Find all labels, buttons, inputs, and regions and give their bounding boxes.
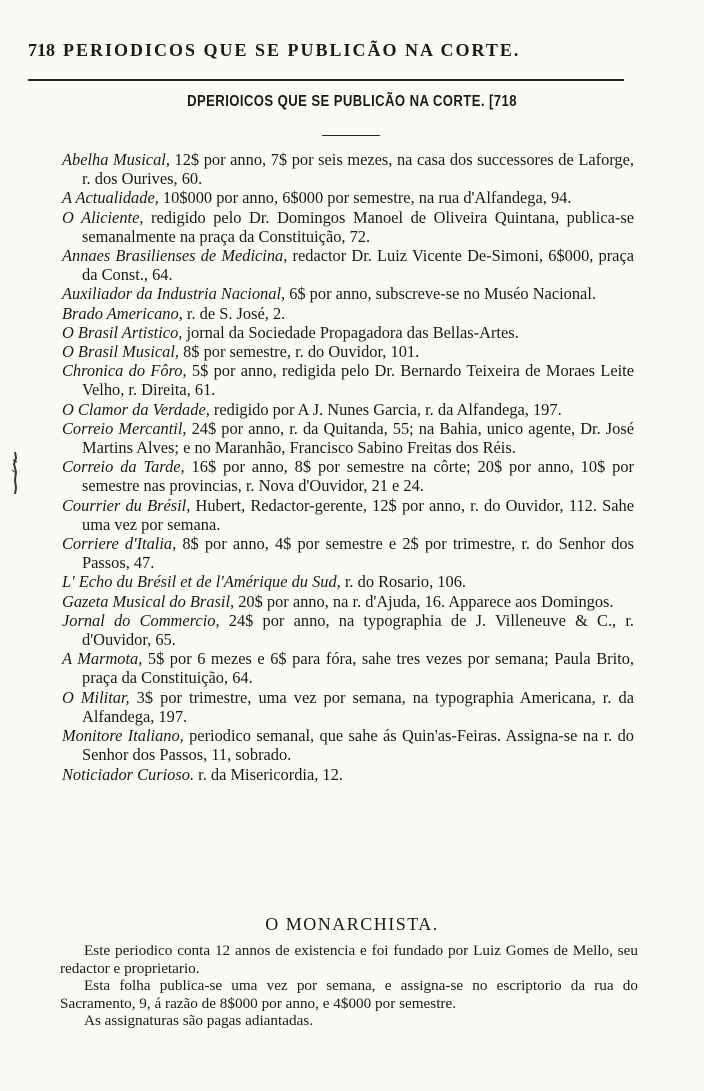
- periodical-title: O Brasil Musical,: [62, 342, 180, 362]
- periodical-entry: [62, 246, 634, 284]
- running-title: PERIODICOS QUE SE PUBLICÃO NA CORTE.: [63, 40, 521, 60]
- periodical-entry: [62, 188, 634, 207]
- periodical-details: 20$ por anno, na r. d'Ajuda, 16. Apparece aos Domingos.: [234, 591, 614, 611]
- short-divider: [322, 135, 380, 136]
- periodical-details: 8$ por semestre, r. do Ouvidor, 101.: [179, 342, 420, 362]
- periodical-details: 16$ por anno, 8$ por semestre na côrte; 20$ por anno, 10$ por semestre nas provincias, r. Nova d'Ouvidor, 21 e 24.: [82, 457, 635, 496]
- margin-ink-mark: [10, 452, 20, 494]
- periodical-entry: [62, 534, 634, 572]
- periodical-details: redigido pelo Dr. Domingos Manoel de Oliveira Quintana, publica-se semanalmente na praça da Constituição, 72.: [82, 207, 634, 246]
- periodical-title: A Marmota,: [62, 649, 143, 669]
- periodical-title: O Brasil Artistico,: [62, 322, 183, 342]
- periodical-entry: [62, 726, 634, 764]
- periodical-entry: [62, 304, 634, 323]
- periodical-entry: [62, 496, 634, 534]
- periodical-details: Hubert, Redactor-gerente, 12$ por anno, r. do Ouvidor, 112. Sahe uma vez por semana.: [82, 495, 634, 534]
- header-rule: [28, 79, 624, 81]
- page-number: 718: [28, 40, 55, 60]
- periodical-title: Abelha Musical,: [62, 150, 170, 169]
- periodical-entry: [62, 457, 634, 495]
- periodical-entry: [62, 688, 634, 726]
- periodical-entry: [62, 572, 634, 591]
- periodical-details: 24$ por anno, na typographia de J. Villeneuve & C., r. d'Ouvidor, 65.: [82, 610, 635, 650]
- periodical-details: redigido por A J. Nunes Garcia, r. da Alfandega, 197.: [209, 399, 562, 419]
- periodical-title: Annaes Brasilienses de Medicina,: [62, 246, 288, 266]
- periodical-entry: [62, 611, 634, 649]
- periodical-entry: [62, 765, 634, 784]
- periodical-title: Chronica do Fôro,: [62, 361, 187, 381]
- periodical-entry: [62, 208, 634, 246]
- periodical-details: r. da Misericordia, 12.: [194, 764, 343, 784]
- periodical-title: Monitore Italiano,: [62, 726, 184, 746]
- periodical-details: 6$ por anno, subscreve-se no Muséo Nacional.: [285, 284, 596, 304]
- running-head: [28, 40, 628, 61]
- periodical-title: Brado Americano,: [62, 303, 183, 323]
- periodical-details: 24$ por anno, r. da Quitanda, 55; na Bahia, unico agente, Dr. José Martins Alves; e no Maranhão, Francisco Sabino Freitas dos Réis.: [82, 418, 635, 458]
- periodical-details: 8$ por anno, 4$ por semestre e 2$ por trimestre, r. do Senhor dos Passos, 47.: [82, 534, 634, 573]
- paragraph: Esta folha publica-se uma vez por semana, e assigna-se no escriptorio da rua do Sacramento, 9, á razão de 8$000 por anno, e 4$000 por semestre.: [60, 977, 638, 1012]
- periodicals-list: [62, 150, 634, 784]
- periodical-title: O Militar,: [62, 687, 130, 707]
- periodical-entry: [62, 400, 634, 419]
- periodical-title: Gazeta Musical do Brasil,: [62, 591, 235, 611]
- periodical-title: Jornal do Commercio,: [62, 610, 220, 630]
- paragraph: As assignaturas são pagas adiantadas.: [84, 1012, 314, 1030]
- periodical-details: 3$ por trimestre, uma vez por semana, na typographia Americana, r. da Alfandega, 197.: [82, 687, 634, 726]
- periodical-title: A Actualidade,: [62, 188, 159, 208]
- periodical-entry: [62, 649, 634, 687]
- periodical-entry: [62, 361, 634, 399]
- periodical-entry: [62, 284, 634, 303]
- periodical-details: periodico semanal, que sahe ás Quin'as-Feiras. Assigna-se na r. do Senhor dos Passos, 11, sobrado.: [82, 726, 634, 765]
- paragraph: Este periodico conta 12 annos de existencia e foi fundado por Luiz Gomes de Mello, seu redactor e proprietario.: [60, 942, 638, 977]
- periodical-details: 5$ por 6 mezes e 6$ para fóra, sahe tres vezes por semana; Paula Brito, praça da Constituição, 64.: [82, 649, 634, 688]
- section-title: O MONARCHISTA.: [265, 914, 439, 934]
- periodical-title: Noticiador Curioso.: [62, 764, 195, 784]
- periodical-title: Correio Mercantil,: [62, 418, 187, 438]
- sub-header: DPERIOICOS QUE SE PUBLICÃO NA CORTE. [718: [187, 93, 517, 110]
- periodical-title: Correio da Tarde,: [62, 457, 185, 477]
- periodical-entry: [62, 150, 634, 188]
- periodical-title: O Aliciente,: [62, 207, 144, 227]
- periodical-entry: [62, 323, 634, 342]
- periodical-details: r. do Rosario, 106.: [340, 572, 466, 592]
- periodical-title: Corriere d'Italia,: [62, 534, 177, 554]
- periodical-details: r. de S. José, 2.: [182, 303, 286, 323]
- periodical-details: 5$ por anno, redigida pelo Dr. Bernardo Teixeira de Moraes Leite Velho, r. Direita, 61.: [82, 361, 634, 400]
- periodical-title: L' Echo du Brésil et de l'Amérique du Sud,: [62, 572, 341, 592]
- periodical-entry: [62, 342, 634, 361]
- periodical-details: jornal da Sociedade Propagadora das Bellas-Artes.: [182, 322, 519, 342]
- periodical-entry: [62, 592, 634, 611]
- periodical-title: Courrier du Brésil,: [62, 495, 191, 515]
- periodical-title: Auxiliador da Industria Nacional,: [62, 284, 286, 304]
- periodical-entry: [62, 419, 634, 457]
- periodical-title: O Clamor da Verdade,: [62, 399, 210, 419]
- periodical-details: 10$000 por anno, 6$000 por semestre, na rua d'Alfandega, 94.: [158, 188, 572, 208]
- section-body: [60, 942, 638, 1030]
- periodical-details: 12$ por anno, 7$ por seis mezes, na casa dos successores de Laforge, r. dos Ourives, 60.: [82, 150, 634, 189]
- periodical-details: redactor Dr. Luiz Vicente De-Simoni, 6$000, praça da Const., 64.: [82, 246, 635, 285]
